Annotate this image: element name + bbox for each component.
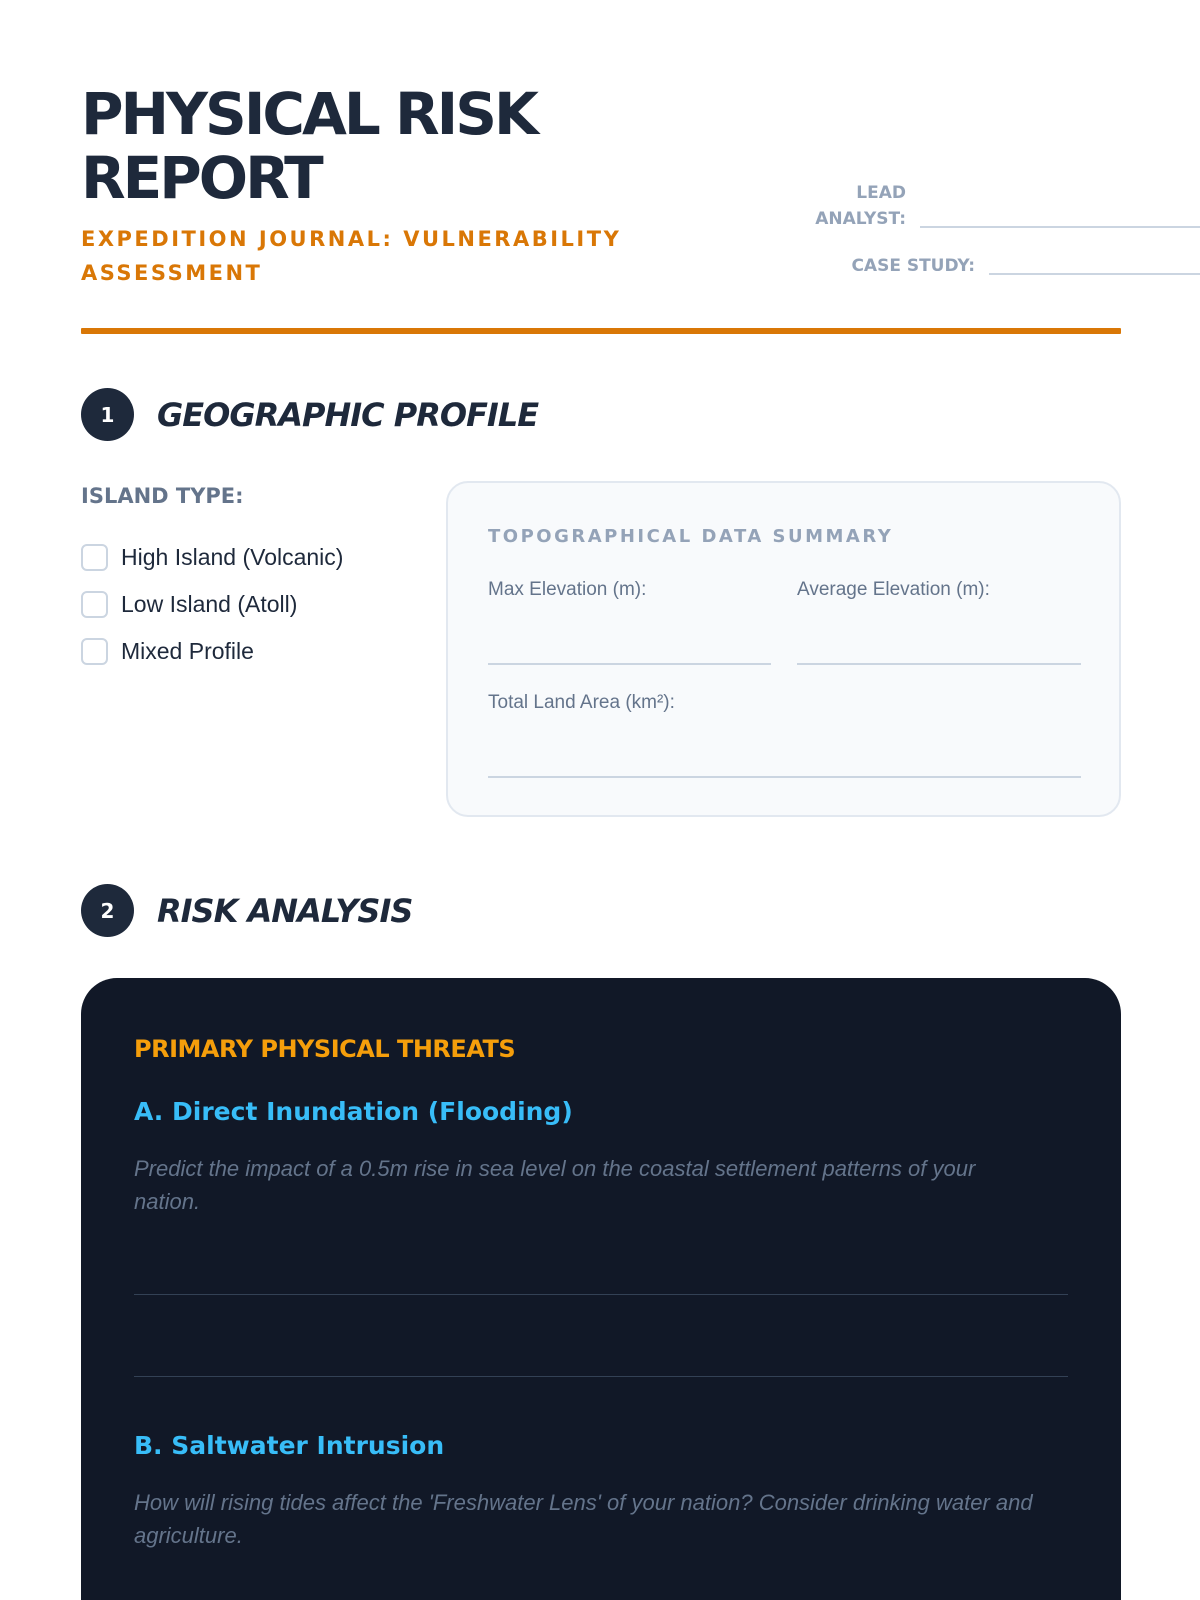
lead-analyst-label bbox=[711, 180, 906, 232]
checkbox[interactable] bbox=[81, 591, 108, 618]
case-study-label: CASE STUDY: bbox=[851, 256, 975, 276]
threat-b-title: B. Saltwater Intrusion bbox=[134, 1431, 445, 1460]
island-option-high[interactable] bbox=[81, 544, 343, 571]
option-label: Low Island (Atoll) bbox=[121, 591, 298, 617]
report-title-line-2: REPORT bbox=[81, 144, 321, 212]
case-study-field bbox=[711, 253, 1200, 279]
option-label: Mixed Profile bbox=[121, 638, 254, 664]
header-divider bbox=[81, 328, 1121, 334]
lead-analyst-input-line[interactable] bbox=[920, 226, 1200, 228]
island-option-mixed[interactable] bbox=[81, 638, 254, 665]
threat-a-title: A. Direct Inundation (Flooding) bbox=[134, 1097, 573, 1126]
report-title bbox=[81, 82, 641, 210]
report-page bbox=[81, 0, 1121, 1600]
lead-analyst-label-line-1: LEAD bbox=[856, 183, 906, 203]
threats-panel bbox=[81, 978, 1121, 1600]
max-elevation-input-line[interactable] bbox=[488, 663, 771, 665]
lead-analyst-label-line-2: ANALYST: bbox=[815, 209, 906, 229]
land-area-input-line[interactable] bbox=[488, 776, 1081, 778]
report-title-line-1: PHYSICAL RISK bbox=[81, 80, 536, 148]
topographical-summary-card bbox=[446, 481, 1121, 817]
section-number-badge: 2 bbox=[81, 884, 134, 937]
topographical-summary-title: TOPOGRAPHICAL DATA SUMMARY bbox=[488, 526, 894, 547]
section-title: RISK ANALYSIS bbox=[157, 891, 413, 930]
threat-a-answer-line-1[interactable] bbox=[134, 1294, 1068, 1295]
avg-elevation-label: Average Elevation (m): bbox=[797, 579, 990, 600]
island-type-label: ISLAND TYPE: bbox=[81, 484, 244, 508]
option-label: High Island (Volcanic) bbox=[121, 544, 344, 570]
threat-a-answer-line-2[interactable] bbox=[134, 1376, 1068, 1377]
threat-a-prompt: Predict the impact of a 0.5m rise in sea level on the coastal settlement patterns of your nation. bbox=[134, 1156, 976, 1214]
threats-title: PRIMARY PHYSICAL THREATS bbox=[134, 1035, 516, 1063]
lead-analyst-field bbox=[711, 180, 1200, 232]
section-number-badge: 1 bbox=[81, 388, 134, 441]
case-study-input-line[interactable] bbox=[989, 273, 1200, 275]
checkbox[interactable] bbox=[81, 544, 108, 571]
section-risk-analysis bbox=[81, 884, 412, 937]
section-geographic-profile bbox=[81, 388, 538, 441]
section-title: GEOGRAPHIC PROFILE bbox=[157, 395, 539, 434]
island-option-low[interactable] bbox=[81, 591, 297, 618]
report-subtitle: EXPEDITION JOURNAL: VULNERABILITY ASSESSMENT bbox=[81, 227, 622, 285]
checkbox[interactable] bbox=[81, 638, 108, 665]
threat-b-prompt: How will rising tides affect the 'Freshwater Lens' of your nation? Consider drinking water and agriculture. bbox=[134, 1490, 1033, 1548]
land-area-label: Total Land Area (km²): bbox=[488, 692, 675, 713]
avg-elevation-input-line[interactable] bbox=[797, 663, 1081, 665]
max-elevation-label: Max Elevation (m): bbox=[488, 579, 647, 600]
